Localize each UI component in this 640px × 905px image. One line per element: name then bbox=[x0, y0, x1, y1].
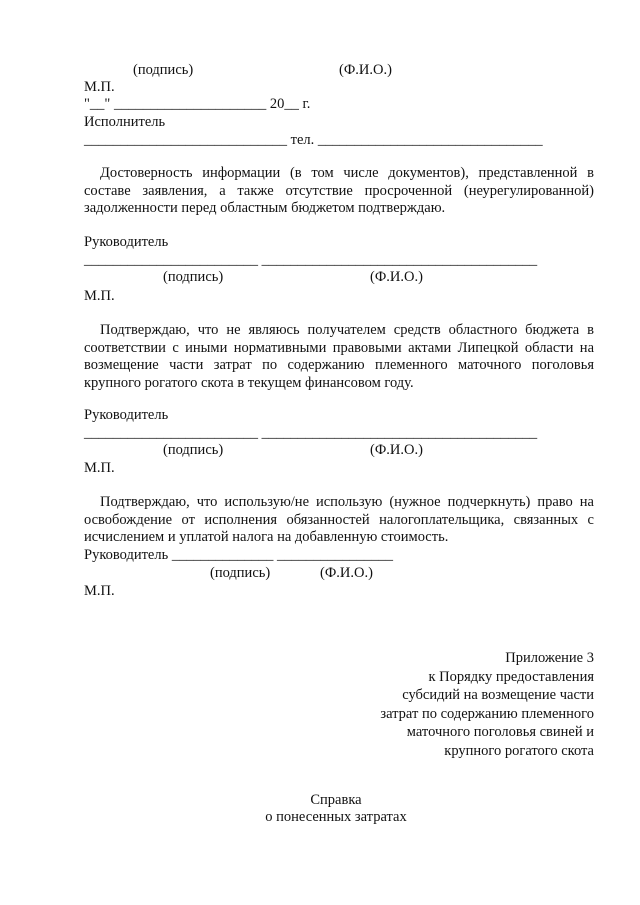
stamp-label: М.П. bbox=[84, 583, 115, 599]
confirmation-paragraph-3 bbox=[84, 494, 594, 547]
head-label: Руководитель bbox=[84, 407, 169, 423]
appendix-line: Приложение 3 bbox=[505, 650, 594, 666]
fio-caption: (Ф.И.О.) bbox=[339, 62, 392, 78]
stamp-label: М.П. bbox=[84, 460, 115, 476]
signature-caption: (подпись) bbox=[163, 442, 224, 458]
executor-line: ____________________________ тел. _______________________________ bbox=[84, 132, 543, 148]
fio-caption: (Ф.И.О.) bbox=[370, 269, 423, 285]
head-signature-line: Руководитель ______________ ________________ bbox=[84, 547, 393, 563]
paragraph-text: Достоверность информации (в том числе документов), представленной в составе заявления, а также отсутствие просроченной (неурегулированной) задолженности перед областным бюджетом подтверждаю. bbox=[84, 165, 594, 216]
paragraph-text: Подтверждаю, что использую/не использую (нужное подчеркнуть) право на освобождение от исполнения обязанностей налогоплательщика, связанных с исчислением и уплатой налога на добавленную стоимость. bbox=[84, 494, 594, 545]
confirmation-paragraph-2 bbox=[84, 322, 594, 392]
appendix-line: к Порядку предоставления bbox=[428, 668, 594, 685]
confirmation-paragraph-1 bbox=[84, 165, 594, 218]
document-subtitle: о понесенных затратах bbox=[265, 809, 407, 825]
executor-label: Исполнитель bbox=[84, 114, 166, 130]
appendix-line: затрат по содержанию племенного bbox=[380, 705, 594, 722]
appendix-line: субсидий на возмещение части bbox=[402, 687, 594, 703]
document-title: Справка bbox=[310, 792, 362, 808]
signature-line: ________________________ ______________________________________ bbox=[84, 425, 538, 441]
stamp-label: М.П. bbox=[84, 288, 115, 304]
appendix-line: крупного рогатого скота bbox=[444, 742, 594, 759]
signature-line: ________________________ ______________________________________ bbox=[84, 252, 538, 268]
date-line: "__" _____________________ 20__ г. bbox=[84, 96, 311, 112]
signature-caption: (подпись) bbox=[163, 269, 224, 285]
paragraph-text: Подтверждаю, что не являюсь получателем средств областного бюджета в соответствии с иными нормативными правовыми актами Липецкой области на возмещение части затрат по содержанию племенного маточного поголовья крупного рогатого скота в текущем финансовом году. bbox=[84, 322, 594, 391]
signature-caption: (подпись) bbox=[133, 62, 194, 78]
stamp-label: М.П. bbox=[84, 79, 115, 95]
appendix-header bbox=[294, 649, 594, 760]
signature-caption: (подпись) bbox=[210, 565, 271, 581]
fio-caption: (Ф.И.О.) bbox=[370, 442, 423, 458]
fio-caption: (Ф.И.О.) bbox=[320, 565, 373, 581]
appendix-line: маточного поголовья свиней и bbox=[406, 724, 594, 740]
head-label: Руководитель bbox=[84, 234, 169, 250]
